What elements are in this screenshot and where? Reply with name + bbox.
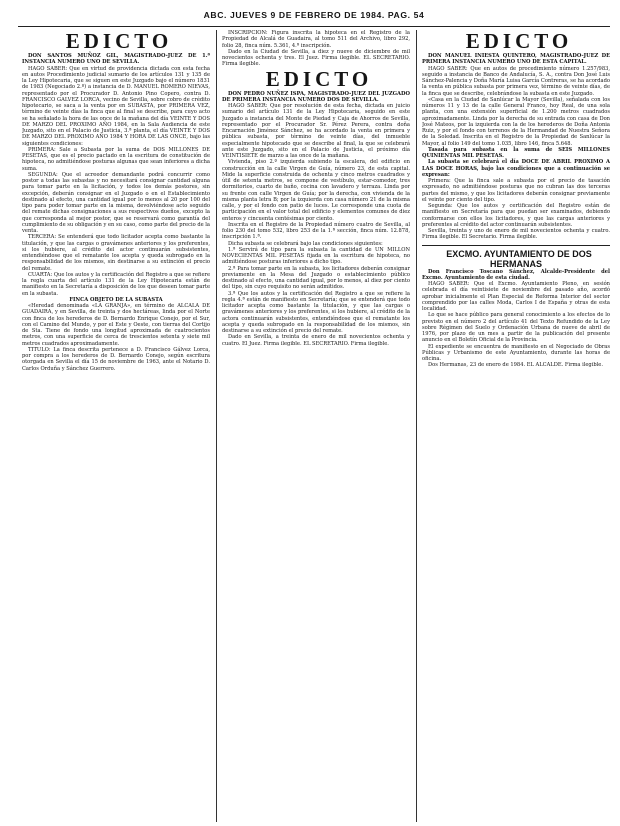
edicto-paragraph: CUARTA: Que los autos y la certificación del Registro a que se refiere la regla cuarta del artículo 131 de la Ley Hipotecaria están de manifiesto en la Secretaría a disposición de los que deseen tomar parte en la subasta. xyxy=(22,271,210,297)
ayuntamiento-intro: Don Francisco Toscano Sánchez, Alcalde-Presidente del Excmo. Ayuntamiento de esta ciudad. xyxy=(422,268,610,281)
edicto-paragraph: «Casa en la Ciudad de Sanlúcar la Mayor (Sevilla), señalada con los números 11 y 13 de la calle General Franco, hoy Real, de una sola planta, con una extensión superficial de 1.200 metros cuadrados aproximadamente. Linda por la derecha de su entrada con casa de Don José Mateos, por la izquierda con la de los herederos de Doña Antonia Ruiz, y por el fondo con terrenos de la Hermandad de Nuestra Señora de la Soledad. Inscrita en el Registro de la Propiedad de Sanlúcar la Mayor, al folio 149 del tomo 1.035, libro 146, finca 5.648. xyxy=(422,96,610,147)
edicto-title: EDICTO xyxy=(65,30,173,53)
edicto-paragraph: 2.ª Para tomar parte en la subasta, los licitadores deberán consignar previamente en la Mesa del Juzgado o establecimiento público destinado al efecto, una cantidad igual, por lo menos, al diez por ciento del tipo, sin cuyo requisito no serán admitidos. xyxy=(222,265,410,291)
edicto-title: EDICTO xyxy=(265,66,373,91)
edicto-paragraph: TERCERA: Se entenderá que todo licitador acepta como bastante la titulación, y que las cargas o gravámenes anteriores y los preferentes, si los hubiere, al crédito del actor continuarán subsistentes, entendiéndose que el rematante los acepta y queda subrogado en la responsabilidad de los mismos, sin destinarse a su extinción el precio del remate. xyxy=(22,234,210,272)
column-left xyxy=(22,30,210,822)
edicto-paragraph: SEGUNDA: Que el acreedor demandante podrá concurrir como postor a todas las subastas y no necesitará consignar cantidad alguna para tomar parte en la licitación, y todos los demás postores, sin excepción, deberán consignar en el Juzgado o en el Establecimiento destinado al efecto, una cantidad igual por lo menos al 20 por 100 del tipo para poder tomar parte en la misma, devolviéndose acto seguido del remate dichas consignaciones a sus respectivos dueños, excepto la que corresponda al mejor postor, que se reservará como garantía del cumplimiento de su obligación y en su caso, como parte del precio de la venta. xyxy=(22,171,210,234)
edicto-paragraph: Sevilla, treinta y uno de enero de mil novecientos ochenta y cuatro. Firma ilegible. El Secretario. Firma ilegible. xyxy=(422,228,610,241)
edicto-paragraph: PRIMERA: Sale a Subasta por la suma de DOS MILLONES DE PESETAS, que es el precio pactado en la escritura de constitución de hipoteca, no admitiéndose posturas algunas que sean inferiores a dicha suma. xyxy=(22,146,210,172)
finca-paragraph: «Heredad denominada «LA GRANJA», en término de ALCALA DE GUADAIRA, y en Sevilla, de treinta y dos hectáreas, linda por el Norte con finca de los herederos de D. Bernardo Enrique Conejo, por el Sur, con el Camino del Mundo, y por el Este y Oeste, con tierras del Cortijo de Sta. Tiene de fondo una longitud aproximada de cuatrocientos metros, con una superficie de cerca de trescientos setenta y siete mil metros cuadrados aproximadamente. xyxy=(22,303,210,347)
edicto-paragraph: Dicha subasta se celebrará bajo las condiciones siguientes: xyxy=(228,240,383,247)
edicto-paragraph: 1.ª Servirá de tipo para la subasta la cantidad de UN MILLON NOVECIENTAS MIL PESETAS fijada en la escritura de hipoteca, no admitiéndose posturas inferiores a dicho tipo. xyxy=(222,246,410,266)
edicto-paragraph: Tasada para subasta en la suma de SEIS MILLONES QUINIENTAS MIL PESETAS. xyxy=(422,146,610,159)
ayuntamiento-paragraph: Dos Hermanas, 23 de enero de 1984. EL ALCALDE. Firma ilegible. xyxy=(428,362,603,369)
dado-paragraph: Dado en la Ciudad de Sevilla, a diez y nueve de diciembre de mil novecientos ochenta y tres. El Juez. Firma ilegible. EL SECRETARIO. Firma ilegible. xyxy=(222,48,410,68)
edicto-paragraph: HAGO SABER: Que en autos de procedimiento número 1.257/983, seguido a instancia de Banco de Andalucía, S. A., contra Don José Luis Sánchez-Palencia y Doña María Luisa García Contreras, se ha acordado la venta en pública subasta por primera vez, término de veinte días, de la finca que se describe, celebrándose la subasta en este Juzgado. xyxy=(422,65,610,97)
edicto-paragraph: Dado en Sevilla, a treinta de enero de mil novecientos ochenta y cuatro. El Juez. Firma ilegible. EL SECRETARIO. Firma ilegible. xyxy=(222,334,410,347)
column-middle xyxy=(222,30,410,822)
inscripcion-paragraph: INSCRIPCION: Figura inscrita la hipoteca en el Registro de la Propiedad de Alcalá de Guadaira, al tomo 511 del Archivo, libro 292, folio 28, finca núm. 5.361, 4.ª inscripción. xyxy=(222,30,410,49)
column-right xyxy=(422,30,610,822)
edicto-heading: DON MANUEL INIESTA QUINTERO, MAGISTRADO-JUEZ DE PRIMERA INSTANCIA NUMERO UNO DE ESTA CAPITAL. xyxy=(422,53,610,66)
newspaper-page xyxy=(18,8,610,820)
edicto-paragraph: HAGO SABER: Que por resolución de esta fecha, dictada en juicio sumario del artículo 131 de la Ley Hipotecaria, seguido en este Juzgado a instancia del Monte de Piedad y Caja de Ahorros de Sevilla, representado por el Procurador Sr. Pérez Perera, contra doña Encarnación Jiménez Sánchez, se ha acordado la venta en primera y pública subasta, por término de veinte días, del inmueble especialmente hipotecado que se describe al final, la que se celebrará ante este Juzgado, sito en el Palacio de Justicia, el próximo día VEINTISIETE de marzo a las once de la mañana. xyxy=(222,103,410,159)
edicto-paragraph: Inscrita en el Registro de la Propiedad número cuatro de Sevilla, al folio 230 del tomo 532, libro 253 de la 1.ª sección, finca núm. 12.878, inscripción 1.ª. xyxy=(222,221,410,241)
column-divider xyxy=(216,30,217,822)
edicto-paragraph: Segunda: Que los autos y certificación del Registro están de manifiesto en Secretaría para que puedan ser examinados, debiendo conformarse con ellos los licitadores, y que las cargas anteriores y preferentes al crédito del actor continuarán subsistentes. xyxy=(422,203,610,228)
page-header: ABC. JUEVES 9 DE FEBRERO DE 1984. PAG. 54 xyxy=(203,10,425,20)
edicto-paragraph: Primera: Que la finca sale a subasta por el precio de tasación expresado, no admitiéndose posturas que no cubran las dos terceras partes del mismo, y que los licitadores deberán consignar previamente el veinte por ciento del tipo. xyxy=(422,178,610,203)
edicto-title: EDICTO xyxy=(465,30,573,53)
finca-subhead: FINCA OBJETO DE LA SUBASTA xyxy=(69,296,163,303)
edicto-heading: DON SANTOS MUÑOZ GIL, MAGISTRADO-JUEZ DE 1.ª INSTANCIA NUMERO UNO DE SEVILLA. xyxy=(22,53,210,66)
ayuntamiento-title: EXCMO. AYUNTAMIENTO DE DOS HERMANAS xyxy=(446,248,592,269)
edicto-paragraph: La subasta se celebrará el día DOCE DE ABRIL PROXIMO A LAS DOCE HORAS, bajo las condiciones que a continuación se expresan: xyxy=(422,159,610,178)
edicto-heading: DON PEDRO NUÑEZ ISPA, MAGISTRADO-JUEZ DEL JUZGADO DE PRIMERA INSTANCIA NUMERO DOS DE SEVILLA. xyxy=(222,90,410,103)
finca-paragraph: TITULO: La finca descrita pertenece a D. Francisco Gálvez Lorca, por compra a los herederos de D. Bernardo Conejo, según escritura otorgada en Sevilla el día 15 de noviembre de 1963, ante el Notario D. Carlos Orduña y Sánchez Guerrero. xyxy=(22,346,210,372)
column-divider xyxy=(416,30,417,822)
ayuntamiento-paragraph: Lo que se hace público para general conocimiento a los efectos de lo previsto en el número 2 del artículo 41 del Texto Refundido de la Ley sobre Régimen del Suelo y Ordenación Urbana de nueve de abril de 1976, por plazo de un mes a partir de la publicación del presente anuncio en el Boletín Oficial de la Provincia. xyxy=(422,312,610,344)
ayuntamiento-paragraph: El expediente se encuentra de manifiesto en el Negociado de Obras Públicas y Urbanismo de este Ayuntamiento, durante las horas de oficina. xyxy=(422,343,610,362)
header-rule xyxy=(18,26,610,27)
edicto-paragraph: HAGO SABER: Que en virtud de providencia dictada con esta fecha en autos Procedimiento judicial sumario de los artículos 131 y 135 de la Ley Hipotecaria, que se siguen en este Juzgado bajo el número 1831 de 1983 (Negociado 2.º) a instancia de D. MANUEL ROMERO NIEVAS, representado por el Procurador D. Antonio Pino Copero, contra D. FRANCISCO GALVEZ LORCA, vecino de Sevilla, sobre cobro de crédito hipotecario, se saca a la venta por en SUBASTA, por PRIMERA VEZ, término de veinte días la finca que al final se describe, para cuyo acto se ha señalado la hora de las once de la mañana del día VEINTE Y DOS DE MARZO DEL PROXIMO AÑO 1984, en la Sala Audiencia de este Juzgado, sito en el Palacio de Justicia, 3.ª planta, el día VEINTE Y DOS DE MARZO DEL PROXIMO AÑO 1984 Y HORA DE LAS ONCE, bajo las siguientes condiciones: xyxy=(22,65,210,147)
edicto-paragraph: 3.ª Que los autos y la certificación del Registro a que se refiere la regla 4.ª están de manifiesto en Secretaría; que se entenderá que todo licitador acepta como bastante la titulación, y que las cargas o gravámenes anteriores y los preferentes, si los hubiere, al crédito de la actora continuarán subsistentes, entendiéndose que el rematante los acepta y queda subrogado en la responsabilidad de los mismos, sin destinarse a su extinción el precio del remate. xyxy=(222,290,410,334)
ayuntamiento-paragraph: HAGO SABER: Que el Excmo. Ayuntamiento Pleno, en sesión celebrada el día veintisiete de noviembre del pasado año, acordó aprobar inicialmente el Plan Especial de Reforma Interior del sector comprendido por las calles Moda, Carlos I de España y otras de esta localidad. xyxy=(422,281,610,312)
ayuntamiento-notice xyxy=(422,245,610,369)
edicto-paragraph: Vivienda, piso 2.º izquierda subiendo la escalera, del edificio en construcción en la calle Virgen de Guía, número 23, de esta capital. Mide la superficie construida de ochenta y cinco metros cuadrados y útil de setenta metros, se compone de vestíbulo, estar-comedor, tres dormitorios, cuarto de baño, cocina con lavadero y terraza. Linda por su frente con calle Virgen de Guía; por la derecha, con vivienda de la misma planta letra B; por la izquierda con casa número 21 de la misma calle, y por el fondo con patio de luces. Le corresponde una cuota de participación en el valor total del edificio y elementos comunes de diez enteros y cincuenta centésimas por ciento. xyxy=(222,159,410,222)
